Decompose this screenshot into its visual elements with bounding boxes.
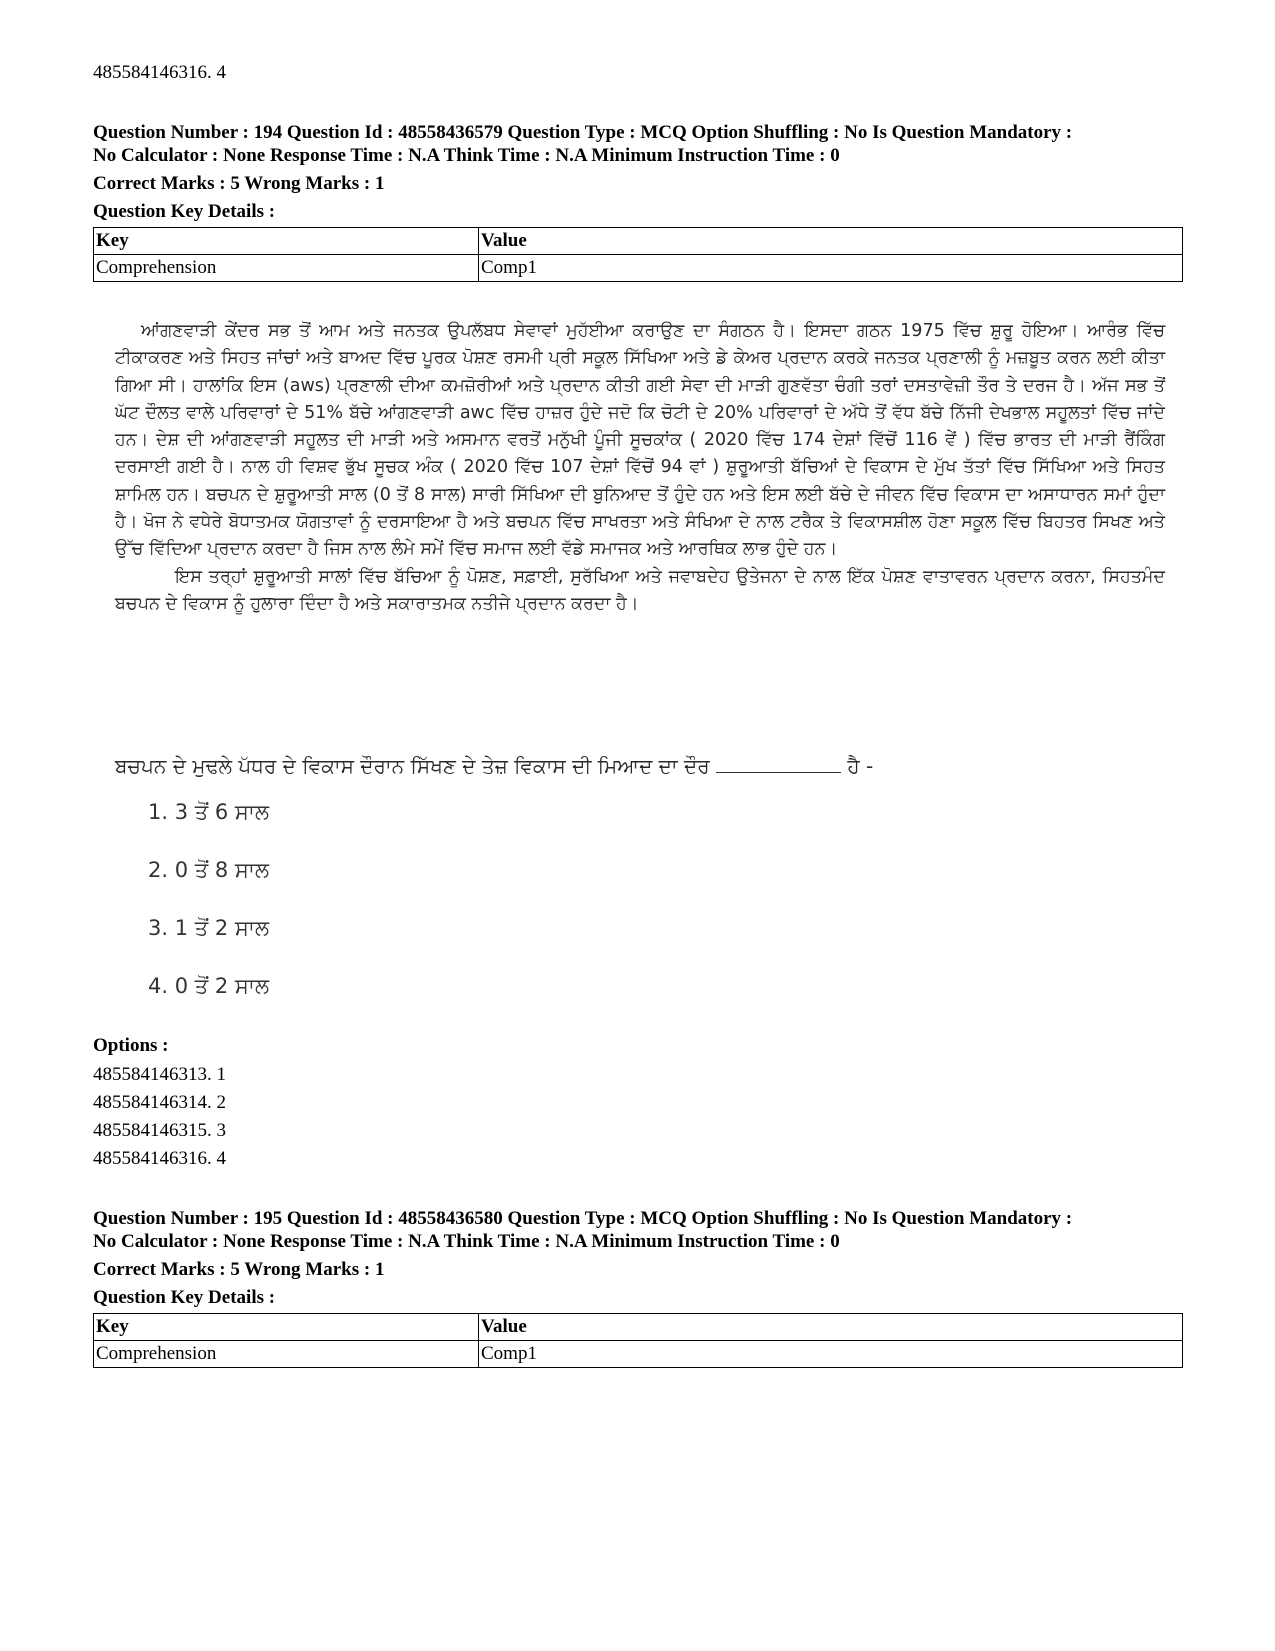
passage-paragraph-1: ਆਂਗਣਵਾੜੀ ਕੇਂਦਰ ਸਭ ਤੋਂ ਆਮ ਅਤੇ ਜਨਤਕ ਉਪਲੱਬਧ ਸੇਵਾਵਾਂ ਮੁਹੱਈਆ ਕਰਾਉਣ ਦਾ ਸੰਗਠਨ ਹੈ। ਇਸਦਾ ਗਠਨ 1975 ਵਿੱਚ ਸ਼ੁਰੂ ਹੋਇਆ। ਆਰੰਭ ਵਿੱਚ ਟੀਕਾਕਰਣ ਅਤੇ ਸਿਹਤ ਜਾਂਚਾਂ ਅਤੇ ਬਾਅਦ ਵਿੱਚ ਪੂਰਕ ਪੋਸ਼ਣ ਰਸਮੀ ਪ੍ਰੀ ਸਕੂਲ ਸਿੱਖਿਆ ਅਤੇ ਡੇ ਕੇਅਰ ਪ੍ਰਦਾਨ ਕਰਕੇ ਜਨਤਕ ਪ੍ਰਣਾਲੀ ਨੂੰ ਮਜ਼ਬੂਤ ਕਰਨ ਲਈ ਕੀਤਾ ਗਿਆ ਸੀ। ਹਾਲਾਂਕਿ ਇਸ (aws) ਪ੍ਰਣਾਲੀ ਦੀਆ ਕਮਜ਼ੋਰੀਆਂ ਅਤੇ ਪ੍ਰਦਾਨ ਕੀਤੀ ਗਈ ਸੇਵਾ ਦੀ ਮਾੜੀ ਗੁਣਵੱਤਾ ਚੰਗੀ ਤਰਾਂ ਦਸਤਾਵੇਜ਼ੀ ਤੌਰ ਤੇ ਦਰਜ ਹੈ। ਅੱਜ ਸਭ ਤੋਂ ਘੱਟ ਦੌਲਤ ਵਾਲੇ ਪਰਿਵਾਰਾਂ ਦੇ 51% ਬੱਚੇ ਆਂਗਣਵਾੜੀ awc ਵਿੱਚ ਹਾਜ਼ਰ ਹੁੰਦੇ ਜਦੋ ਕਿ ਚੋਟੀ ਦੇ 20% ਪਰਿਵਾਰਾਂ ਦੇ ਅੱਧੇ ਤੋਂ ਵੱਧ ਬੱਚੇ ਨਿੱਜੀ ਦੇਖਭਾਲ ਸਹੂਲਤਾਂ ਵਿੱਚ ਜਾਂਦੇ ਹਨ। ਦੇਸ਼ ਦੀ ਆਂਗਣਵਾੜੀ ਸਹੂਲਤ ਦੀ ਮਾੜੀ ਅਤੇ ਅਸਮਾਨ ਵਰਤੋਂ ਮਨੁੱਖੀ ਪੂੰਜੀ ਸੂਚਕਾਂਕ ( 2020 ਵਿੱਚ 174 ਦੇਸ਼ਾਂ ਵਿੱਚੋਂ 116 ਵੇਂ ) ਵਿੱਚ ਭਾਰਤ ਦੀ ਮਾੜੀ ਰੈਂਕਿੰਗ ਦਰਸਾਈ ਗਈ ਹੈ। ਨਾਲ ਹੀ ਵਿਸ਼ਵ ਭੁੱਖ ਸੂਚਕ ਅੰਕ ( 2020 ਵਿੱਚ 107 ਦੇਸ਼ਾਂ ਵਿੱਚੋਂ 94 ਵਾਂ ) ਸ਼ੁਰੂਆਤੀ ਬੱਚਿਆਂ ਦੇ ਵਿਕਾਸ ਦੇ ਮੁੱਖ ਤੱਤਾਂ ਵਿੱਚ ਸਿੱਖਿਆ ਅਤੇ ਸਿਹਤ ਸ਼ਾਮਿਲ ਹਨ। ਬਚਪਨ ਦੇ ਸ਼ੁਰੂਆਤੀ ਸਾਲ (0 ਤੋਂ 8 ਸਾਲ) ਸਾਰੀ ਸਿੱਖਿਆ ਦੀ ਬੁਨਿਆਦ ਤੋਂ ਹੁੰਦੇ ਹਨ ਅਤੇ ਇਸ ਲਈ ਬੱਚੇ ਦੇ ਜੀਵਨ ਵਿੱਚ ਵਿਕਾਸ ਦਾ ਅਸਾਧਾਰਨ ਸਮਾਂ ਹੁੰਦਾ ਹੈ। ਖੋਜ ਨੇ ਵਧੇਰੇ ਬੋਧਾਤਮਕ ਯੋਗਤਾਵਾਂ ਨੂੰ ਦਰਸਾਇਆ ਹੈ ਅਤੇ ਬਚਪਨ ਵਿੱਚ ਸਾਖਰਤਾ ਅਤੇ ਸੰਖਿਆ ਦੇ ਨਾਲ ਟਰੈਕ ਤੇ ਵਿਕਾਸਸ਼ੀਲ ਹੋਣਾ ਸਕੂਲ ਵਿੱਚ ਬਿਹਤਰ ਸਿਖਣ ਅਤੇ ਉੱਚ ਵਿੱਦਿਆ ਪ੍ਰਦਾਨ ਕਰਦਾ ਹੈ ਜਿਸ ਨਾਲ ਲੰਮੇ ਸਮੇਂ ਵਿੱਚ ਸਮਾਜ ਲਈ ਵੱਡੇ ਸਮਾਜਕ ਅਤੇ ਆਰਥਿਕ ਲਾਭ ਹੁੰਦੇ ਹਨ।: [115, 321, 1165, 560]
question-194-key-table: [93, 227, 1183, 282]
previous-answer-option: 485584146316. 4: [93, 62, 226, 83]
question-194-marks: Correct Marks : 5 Wrong Marks : 1: [93, 173, 385, 194]
option-id-3: 485584146315. 3: [93, 1120, 226, 1141]
question-text-after-blank: ਹੈ -: [847, 754, 874, 778]
option-id-1: 485584146313. 1: [93, 1064, 226, 1085]
question-text: [115, 754, 873, 778]
question-195-header-line1: Question Number : 195 Question Id : 48558436580 Question Type : MCQ Option Shuffling : No Is Question Mandatory :: [93, 1208, 1073, 1229]
key-cell: Comprehension: [94, 1341, 479, 1368]
passage-paragraph-2: ਇਸ ਤਰ੍ਹਾਂ ਸ਼ੁਰੂਆਤੀ ਸਾਲਾਂ ਵਿੱਚ ਬੱਚਿਆ ਨੂੰ ਪੋਸ਼ਣ, ਸਫ਼ਾਈ, ਸੁਰੱਖਿਆ ਅਤੇ ਜਵਾਬਦੇਹ ਉਤੇਜਨਾ ਦੇ ਨਾਲ ਇੱਕ ਪੋਸ਼ਣ ਵਾਤਾਵਰਨ ਪ੍ਰਦਾਨ ਕਰਨਾ, ਸਿਹਤਮੰਦ ਬਚਪਨ ਦੇ ਵਿਕਾਸ ਨੂੰ ਹੁਲਾਰਾ ਦਿੰਦਾ ਹੈ ਅਤੇ ਸਕਾਰਾਤਮਕ ਨਤੀਜੇ ਪ੍ਰਦਾਨ ਕਰਦਾ ਹੈ।: [115, 566, 1165, 614]
question-195-key-table: [93, 1313, 1183, 1368]
choice-1: 1. 3 ਤੋਂ 6 ਸਾਲ: [148, 800, 270, 824]
table-header-row: [94, 1314, 1183, 1341]
choice-4: 4. 0 ਤੋਂ 2 ਸਾਲ: [148, 974, 270, 998]
value-header: Value: [479, 1314, 1183, 1341]
question-194-header-line2: No Calculator : None Response Time : N.A Think Time : N.A Minimum Instruction Time : 0: [93, 145, 840, 166]
question-194-key-details-label: Question Key Details :: [93, 201, 276, 222]
question-194-block: [93, 121, 1183, 282]
question-195-marks: Correct Marks : 5 Wrong Marks : 1: [93, 1259, 385, 1280]
comprehension-passage: [115, 318, 1165, 618]
question-195-block: [93, 1207, 1183, 1368]
table-row: [94, 1341, 1183, 1368]
table-header-row: [94, 228, 1183, 255]
answer-blank: [716, 754, 841, 773]
choice-2: 2. 0 ਤੋਂ 8 ਸਾਲ: [148, 858, 270, 882]
key-header: Key: [94, 228, 479, 255]
table-row: [94, 255, 1183, 282]
question-194-header-line1: Question Number : 194 Question Id : 48558436579 Question Type : MCQ Option Shuffling : No Is Question Mandatory :: [93, 122, 1073, 143]
option-id-2: 485584146314. 2: [93, 1092, 226, 1113]
value-cell: Comp1: [479, 255, 1183, 282]
value-cell: Comp1: [479, 1341, 1183, 1368]
question-text-before-blank: ਬਚਪਨ ਦੇ ਮੁਢਲੇ ਪੱਧਰ ਦੇ ਵਿਕਾਸ ਦੌਰਾਨ ਸਿੱਖਣ ਦੇ ਤੇਜ਼ ਵਿਕਾਸ ਦੀ ਮਿਆਦ ਦਾ ਦੌਰ: [115, 754, 710, 778]
key-header: Key: [94, 1314, 479, 1341]
question-195-key-details-label: Question Key Details :: [93, 1287, 276, 1308]
value-header: Value: [479, 228, 1183, 255]
option-id-4: 485584146316. 4: [93, 1148, 226, 1169]
choice-3: 3. 1 ਤੋਂ 2 ਸਾਲ: [148, 916, 270, 940]
question-195-header-line2: No Calculator : None Response Time : N.A Think Time : N.A Minimum Instruction Time : 0: [93, 1231, 840, 1252]
options-label: Options :: [93, 1035, 169, 1056]
key-cell: Comprehension: [94, 255, 479, 282]
